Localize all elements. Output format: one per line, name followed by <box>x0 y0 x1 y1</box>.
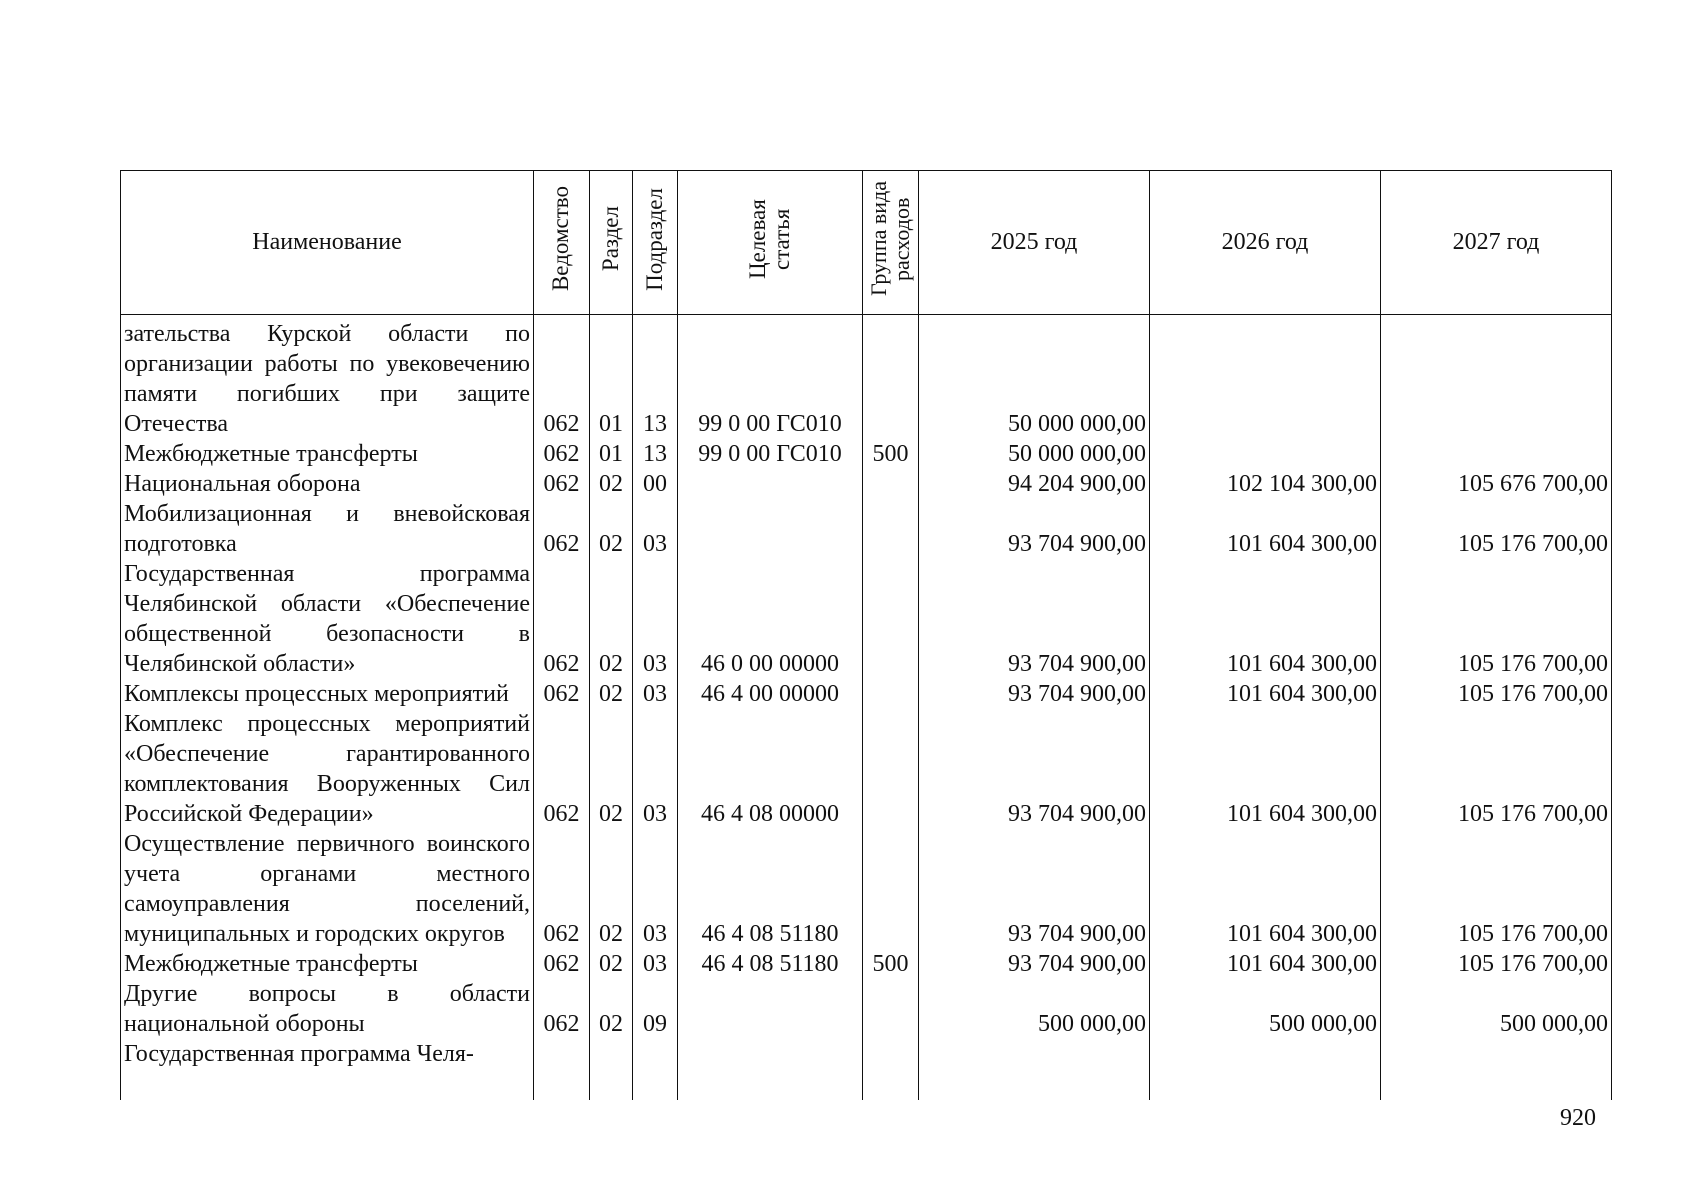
cell-2026: 102 104 300,00 <box>1150 469 1381 499</box>
header-celevaya-statya <box>678 171 863 315</box>
cell-vedomstvo: 062 <box>534 469 590 499</box>
header-celevaya-statya-text: Целевая статья <box>744 199 794 279</box>
cell-gruppa: 500 <box>863 949 919 979</box>
cell-vedomstvo: 062 <box>534 979 590 1039</box>
cell-2025: 50 000 000,00 <box>919 315 1150 440</box>
header-2026: 2026 год <box>1150 171 1381 315</box>
cell-2027: 105 176 700,00 <box>1381 829 1612 949</box>
cell-2026: 101 604 300,00 <box>1150 559 1381 679</box>
cell-celevaya-statya: 46 4 08 51180 <box>678 949 863 979</box>
cell-celevaya-statya: 99 0 00 ГС010 <box>678 315 863 440</box>
empty-cell <box>1381 1069 1612 1100</box>
cell-gruppa <box>863 709 919 829</box>
cell-podrazdel: 00 <box>633 469 678 499</box>
cell-gruppa <box>863 679 919 709</box>
cell-razdel: 02 <box>590 499 633 559</box>
cell-gruppa <box>863 559 919 679</box>
cell-2026: 500 000,00 <box>1150 979 1381 1039</box>
header-2025: 2025 год <box>919 171 1150 315</box>
cell-gruppa: 500 <box>863 439 919 469</box>
cell-2027: 105 176 700,00 <box>1381 559 1612 679</box>
table-row <box>121 949 1612 979</box>
cell-celevaya-statya <box>678 499 863 559</box>
cell-2025: 500 000,00 <box>919 979 1150 1039</box>
cell-razdel: 01 <box>590 315 633 440</box>
table-filler-row <box>121 1069 1612 1100</box>
cell-name: Межбюджетные трансферты <box>121 439 534 469</box>
cell-vedomstvo: 062 <box>534 559 590 679</box>
header-gruppa-text: Группа вида расходов <box>866 181 915 297</box>
page-number: 920 <box>1560 1105 1596 1131</box>
table-row <box>121 709 1612 829</box>
cell-vedomstvo: 062 <box>534 709 590 829</box>
table-row <box>121 979 1612 1039</box>
header-name: Наименование <box>121 171 534 315</box>
cell-razdel: 01 <box>590 439 633 469</box>
cell-name: Мобилизационная и вневойсковая подготовка <box>121 499 534 559</box>
table-row <box>121 439 1612 469</box>
cell-2025: 93 704 900,00 <box>919 829 1150 949</box>
table-row <box>121 1039 1612 1069</box>
header-gruppa-vida-rashodov <box>863 171 919 315</box>
cell-2026: 101 604 300,00 <box>1150 709 1381 829</box>
cell-podrazdel: 03 <box>633 499 678 559</box>
header-vedomstvo-text: Ведомство <box>548 186 574 292</box>
cell-2026: 101 604 300,00 <box>1150 949 1381 979</box>
cell-podrazdel <box>633 1039 678 1069</box>
empty-cell <box>534 1069 590 1100</box>
cell-vedomstvo <box>534 1039 590 1069</box>
cell-2027 <box>1381 1039 1612 1069</box>
cell-razdel <box>590 1039 633 1069</box>
cell-2025: 93 704 900,00 <box>919 679 1150 709</box>
cell-2025: 93 704 900,00 <box>919 709 1150 829</box>
empty-cell <box>678 1069 863 1100</box>
cell-gruppa <box>863 469 919 499</box>
cell-2027: 105 676 700,00 <box>1381 469 1612 499</box>
cell-celevaya-statya: 46 4 08 00000 <box>678 709 863 829</box>
cell-gruppa <box>863 499 919 559</box>
empty-cell <box>633 1069 678 1100</box>
cell-gruppa <box>863 315 919 440</box>
cell-celevaya-statya <box>678 469 863 499</box>
cell-razdel: 02 <box>590 829 633 949</box>
empty-cell <box>590 1069 633 1100</box>
cell-2026: 101 604 300,00 <box>1150 499 1381 559</box>
header-razdel-text: Раздел <box>597 206 623 272</box>
cell-2025: 93 704 900,00 <box>919 949 1150 979</box>
cell-2027: 105 176 700,00 <box>1381 709 1612 829</box>
cell-2027 <box>1381 439 1612 469</box>
cell-2025: 94 204 900,00 <box>919 469 1150 499</box>
cell-2025 <box>919 1039 1150 1069</box>
cell-celevaya-statya <box>678 1039 863 1069</box>
cell-podrazdel: 03 <box>633 709 678 829</box>
cell-celevaya-statya: 46 4 08 51180 <box>678 829 863 949</box>
empty-cell <box>863 1069 919 1100</box>
table-row <box>121 499 1612 559</box>
cell-vedomstvo: 062 <box>534 829 590 949</box>
cell-2025: 93 704 900,00 <box>919 499 1150 559</box>
table-row <box>121 469 1612 499</box>
cell-2027: 105 176 700,00 <box>1381 679 1612 709</box>
cell-name: Межбюджетные трансферты <box>121 949 534 979</box>
cell-celevaya-statya: 99 0 00 ГС010 <box>678 439 863 469</box>
cell-gruppa <box>863 979 919 1039</box>
cell-celevaya-statya <box>678 979 863 1039</box>
header-2027: 2027 год <box>1381 171 1612 315</box>
cell-name: Комплекс процессных мероприятий «Обеспечение гарантированного комплектования Вооруженных Сил Российской Федерации» <box>121 709 534 829</box>
cell-podrazdel: 03 <box>633 829 678 949</box>
table-row <box>121 315 1612 440</box>
empty-cell <box>121 1069 534 1100</box>
cell-2027: 105 176 700,00 <box>1381 499 1612 559</box>
table-row <box>121 829 1612 949</box>
cell-podrazdel: 13 <box>633 315 678 440</box>
cell-name: Другие вопросы в области национальной обороны <box>121 979 534 1039</box>
cell-podrazdel: 03 <box>633 949 678 979</box>
cell-2027: 500 000,00 <box>1381 979 1612 1039</box>
header-razdel <box>590 171 633 315</box>
cell-razdel: 02 <box>590 469 633 499</box>
cell-vedomstvo: 062 <box>534 499 590 559</box>
table-body <box>121 315 1612 1101</box>
cell-vedomstvo: 062 <box>534 679 590 709</box>
cell-razdel: 02 <box>590 979 633 1039</box>
cell-name: Национальная оборона <box>121 469 534 499</box>
cell-2027: 105 176 700,00 <box>1381 949 1612 979</box>
cell-2026 <box>1150 315 1381 440</box>
cell-name: Комплексы процессных мероприятий <box>121 679 534 709</box>
cell-2026 <box>1150 1039 1381 1069</box>
cell-razdel: 02 <box>590 559 633 679</box>
cell-podrazdel: 09 <box>633 979 678 1039</box>
cell-name: Государственная программа Челя- <box>121 1039 534 1069</box>
cell-podrazdel: 13 <box>633 439 678 469</box>
table-row <box>121 559 1612 679</box>
cell-vedomstvo: 062 <box>534 439 590 469</box>
empty-cell <box>919 1069 1150 1100</box>
cell-gruppa <box>863 829 919 949</box>
table-row <box>121 679 1612 709</box>
cell-celevaya-statya: 46 0 00 00000 <box>678 559 863 679</box>
cell-celevaya-statya: 46 4 00 00000 <box>678 679 863 709</box>
cell-podrazdel: 03 <box>633 679 678 709</box>
cell-2025: 50 000 000,00 <box>919 439 1150 469</box>
cell-2026 <box>1150 439 1381 469</box>
cell-podrazdel: 03 <box>633 559 678 679</box>
header-podrazdel-text: Подраздел <box>641 187 667 291</box>
header-vedomstvo <box>534 171 590 315</box>
cell-name: Государственная программа Челябинской области «Обеспечение общественной безопасности в Челябинской области» <box>121 559 534 679</box>
cell-vedomstvo: 062 <box>534 315 590 440</box>
cell-name: зательства Курской области по организации работы по увековечению памяти погибших при защите Отечества <box>121 315 534 440</box>
cell-razdel: 02 <box>590 679 633 709</box>
cell-vedomstvo: 062 <box>534 949 590 979</box>
cell-2026: 101 604 300,00 <box>1150 829 1381 949</box>
cell-2025: 93 704 900,00 <box>919 559 1150 679</box>
cell-name: Осуществление первичного воинского учета органами местного самоуправления поселений, муниципальных и городских округов <box>121 829 534 949</box>
cell-gruppa <box>863 1039 919 1069</box>
cell-razdel: 02 <box>590 949 633 979</box>
empty-cell <box>1150 1069 1381 1100</box>
cell-2027 <box>1381 315 1612 440</box>
budget-table <box>120 170 1612 1100</box>
header-podrazdel <box>633 171 678 315</box>
cell-razdel: 02 <box>590 709 633 829</box>
table-header-row <box>121 171 1612 315</box>
cell-2026: 101 604 300,00 <box>1150 679 1381 709</box>
